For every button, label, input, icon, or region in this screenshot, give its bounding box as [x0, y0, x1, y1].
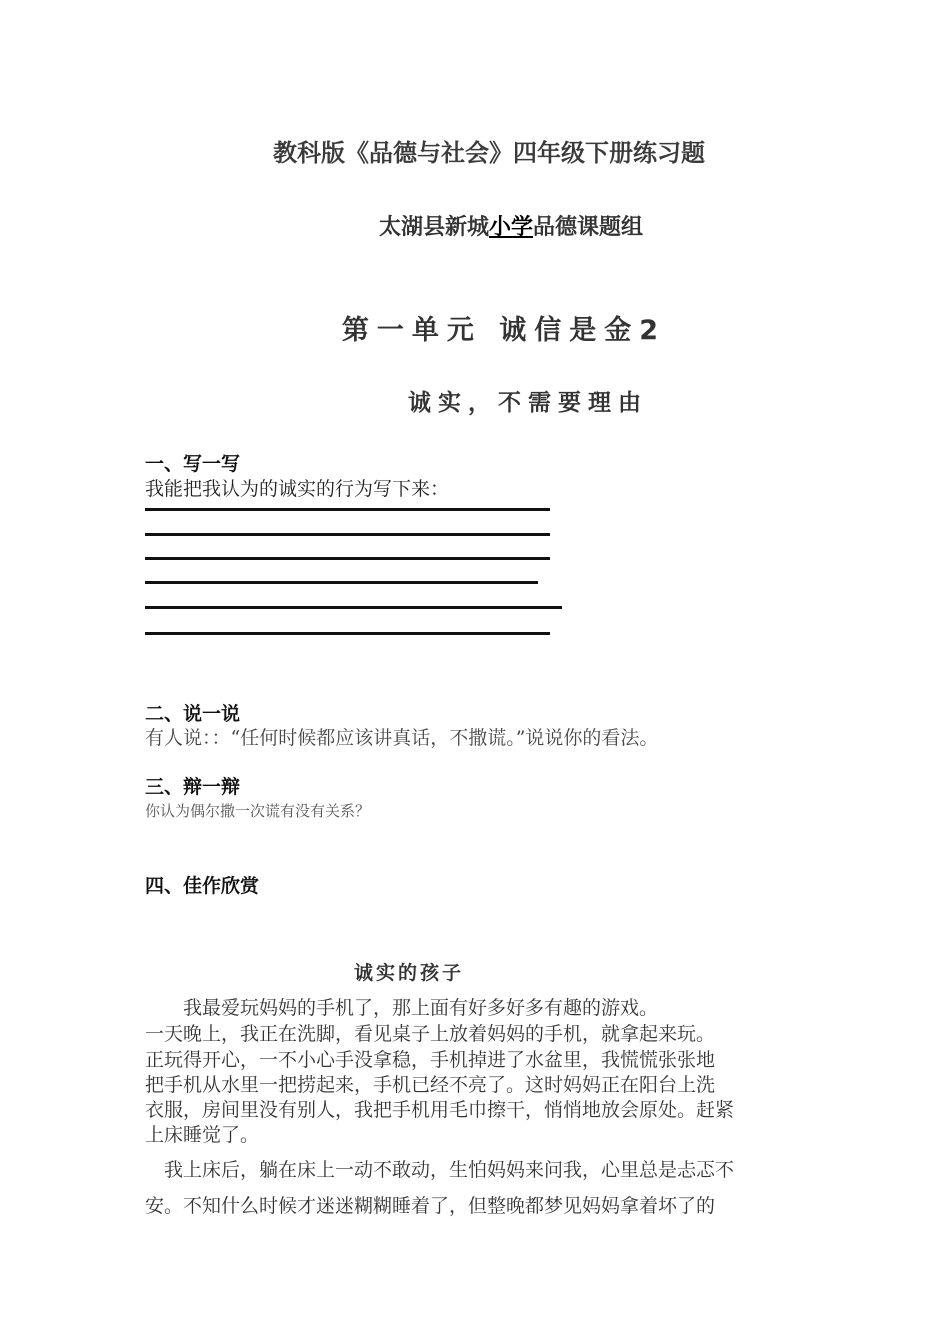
section-1-heading: 一、写一写 [145, 453, 241, 475]
section-3-heading: 三、辩一辩 [145, 776, 241, 798]
essay-line: 衣服，房间里没有别人，我把手机用毛巾擦干，悄悄地放会原处。赶紧 [145, 1099, 735, 1121]
answer-line [145, 533, 550, 536]
document-title: 教科版《品德与社会》四年级下册练习题 [273, 139, 705, 167]
document-subtitle [0, 210, 950, 241]
lesson-heading: 诚实，不需要理由 [408, 390, 648, 416]
unit-heading: 第一单元 诚信是金2 [341, 315, 667, 346]
essay-line: 把手机从水里一把捞起来，手机已经不亮了。这时妈妈正在阳台上洗 [145, 1074, 716, 1096]
subtitle-underlined: 小学 [488, 215, 533, 240]
answer-line [145, 606, 562, 609]
subtitle-post: 品德课题组 [533, 215, 644, 240]
essay-line: 安。不知什么时候才迷迷糊糊睡着了，但整晚都梦见妈妈拿着坏了的 [145, 1195, 716, 1217]
essay-line: 一天晚上，我正在洗脚，看见桌子上放着妈妈的手机，就拿起来玩。 [145, 1023, 716, 1045]
essay-line: 上床睡觉了。 [145, 1124, 260, 1146]
answer-line [145, 632, 550, 635]
essay-line: 我最爱玩妈妈的手机了，那上面有好多好多有趣的游戏。 [145, 997, 659, 1019]
section-2-heading: 二、说一说 [145, 703, 241, 725]
subtitle-pre: 太湖县新城 [378, 215, 489, 240]
answer-line [145, 557, 550, 560]
essay-line: 正玩得开心，一不小心手没拿稳，手机掉进了水盆里，我慌慌张张地 [145, 1049, 716, 1071]
section-2-text: 有人说：：“任何时候都应该讲真话，不撒谎。”说说你的看法。 [145, 727, 659, 749]
answer-line [145, 508, 550, 511]
essay-title: 诚实的孩子 [353, 962, 464, 984]
answer-line [145, 581, 538, 584]
section-1-prompt: 我能把我认为的诚实的行为写下来： [145, 478, 450, 500]
essay-line: 我上床后，躺在床上一动不敢动，生怕妈妈来问我，心里总是忐忑不 [145, 1159, 735, 1181]
section-4-heading: 四、佳作欣赏 [145, 875, 260, 897]
section-3-text: 你认为偶尔撒一次谎有没有关系？ [145, 802, 371, 820]
